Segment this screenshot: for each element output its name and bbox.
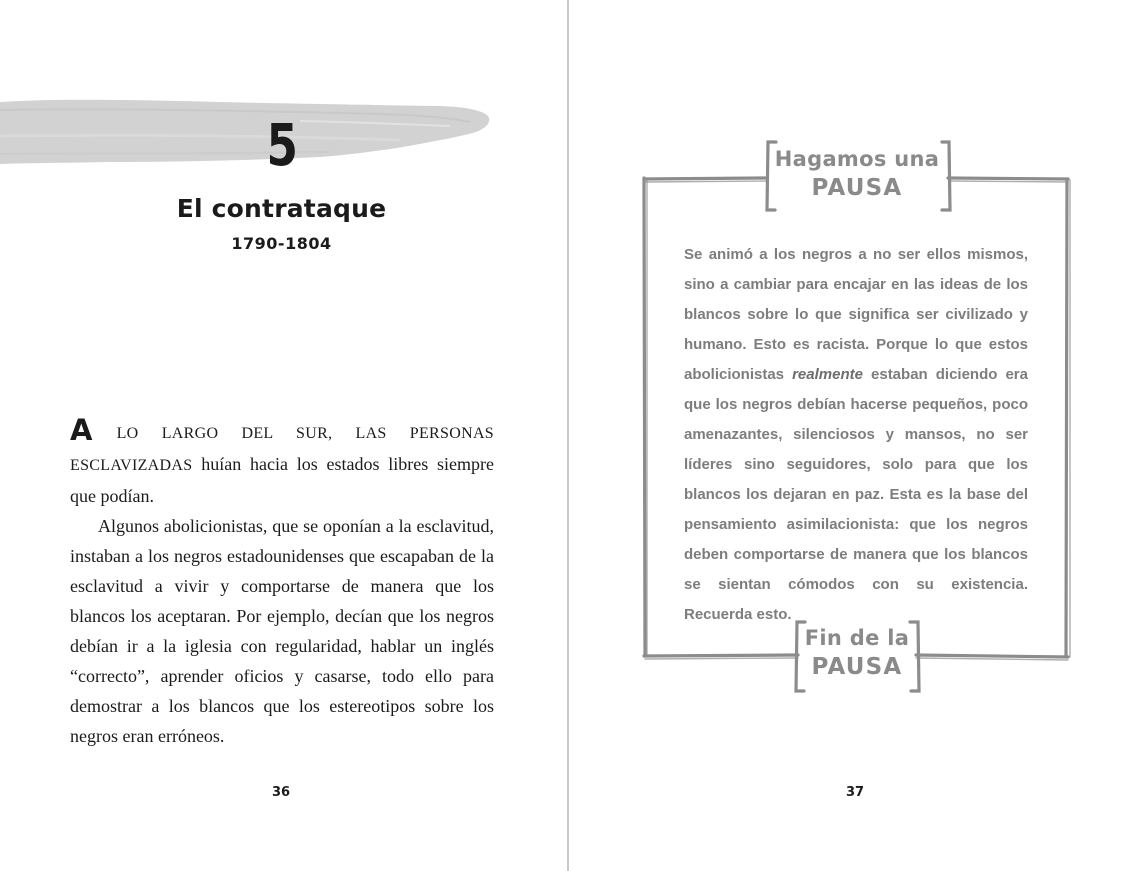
chapter-number: 5 <box>266 111 297 179</box>
paragraph-1 <box>70 413 494 511</box>
pause-header-line1: Hagamos una <box>774 147 940 171</box>
pause-header <box>772 145 942 203</box>
pause-text <box>684 240 1028 630</box>
page-gutter <box>567 0 569 871</box>
dropcap-letter: A <box>70 413 93 447</box>
chapter-title: El contrataque <box>176 194 387 223</box>
chapter-years: 1790-1804 <box>231 234 332 253</box>
pause-text-before: Se animó a los negros a no ser ellos mismos, sino a cambiar para encajar en las ideas de los blancos sobre lo que significa ser civilizado y humano. Esto es racista. Porque lo que estos abolicionistas <box>684 246 1028 383</box>
pause-footer-line2: PAUSA <box>811 654 903 680</box>
pause-footer <box>800 624 914 682</box>
pause-paragraph <box>684 240 1028 630</box>
paragraph-2: Algunos abolicionistas, que se oponían a la esclavitud, instaban a los negros estadounidenses que escapaban de la esclavitud a vivir y comportarse de manera que los blancos los aceptaran. Por ejemplo, decían que los negros debían ir a la iglesia con regularidad, hablar un inglés “correcto”, aprender oficios y casarse, todo ello para demostrar a los blancos que los estereotipos sobre los negros eran erróneos. <box>70 516 494 746</box>
pause-footer-line1: Fin de la <box>804 626 910 650</box>
pause-text-after: estaban diciendo era que los negros debían hacerse pequeños, poco amenazantes, silenciosos y mansos, no ser líderes sino seguidores, solo para que los blancos los dejaran en paz. Esta es la base del pensamiento asimilacionista: que los negros deben comportarse de manera que los blancos se sientan cómodos con su existencia. Recuerda esto. <box>684 366 1028 623</box>
paragraph-1-smallcaps: LO LARGO DEL SUR, LAS PERSONAS ESCLAVIZADAS <box>70 425 494 474</box>
pause-text-emphasis: realmente <box>792 366 863 383</box>
paragraph-1-text: huían hacia los estados libres siempre que podían. <box>70 454 494 506</box>
body-text <box>70 413 494 751</box>
pause-header-line2: PAUSA <box>811 175 903 201</box>
page-number-left: 36 <box>271 785 291 800</box>
page-number-right: 37 <box>845 785 865 800</box>
